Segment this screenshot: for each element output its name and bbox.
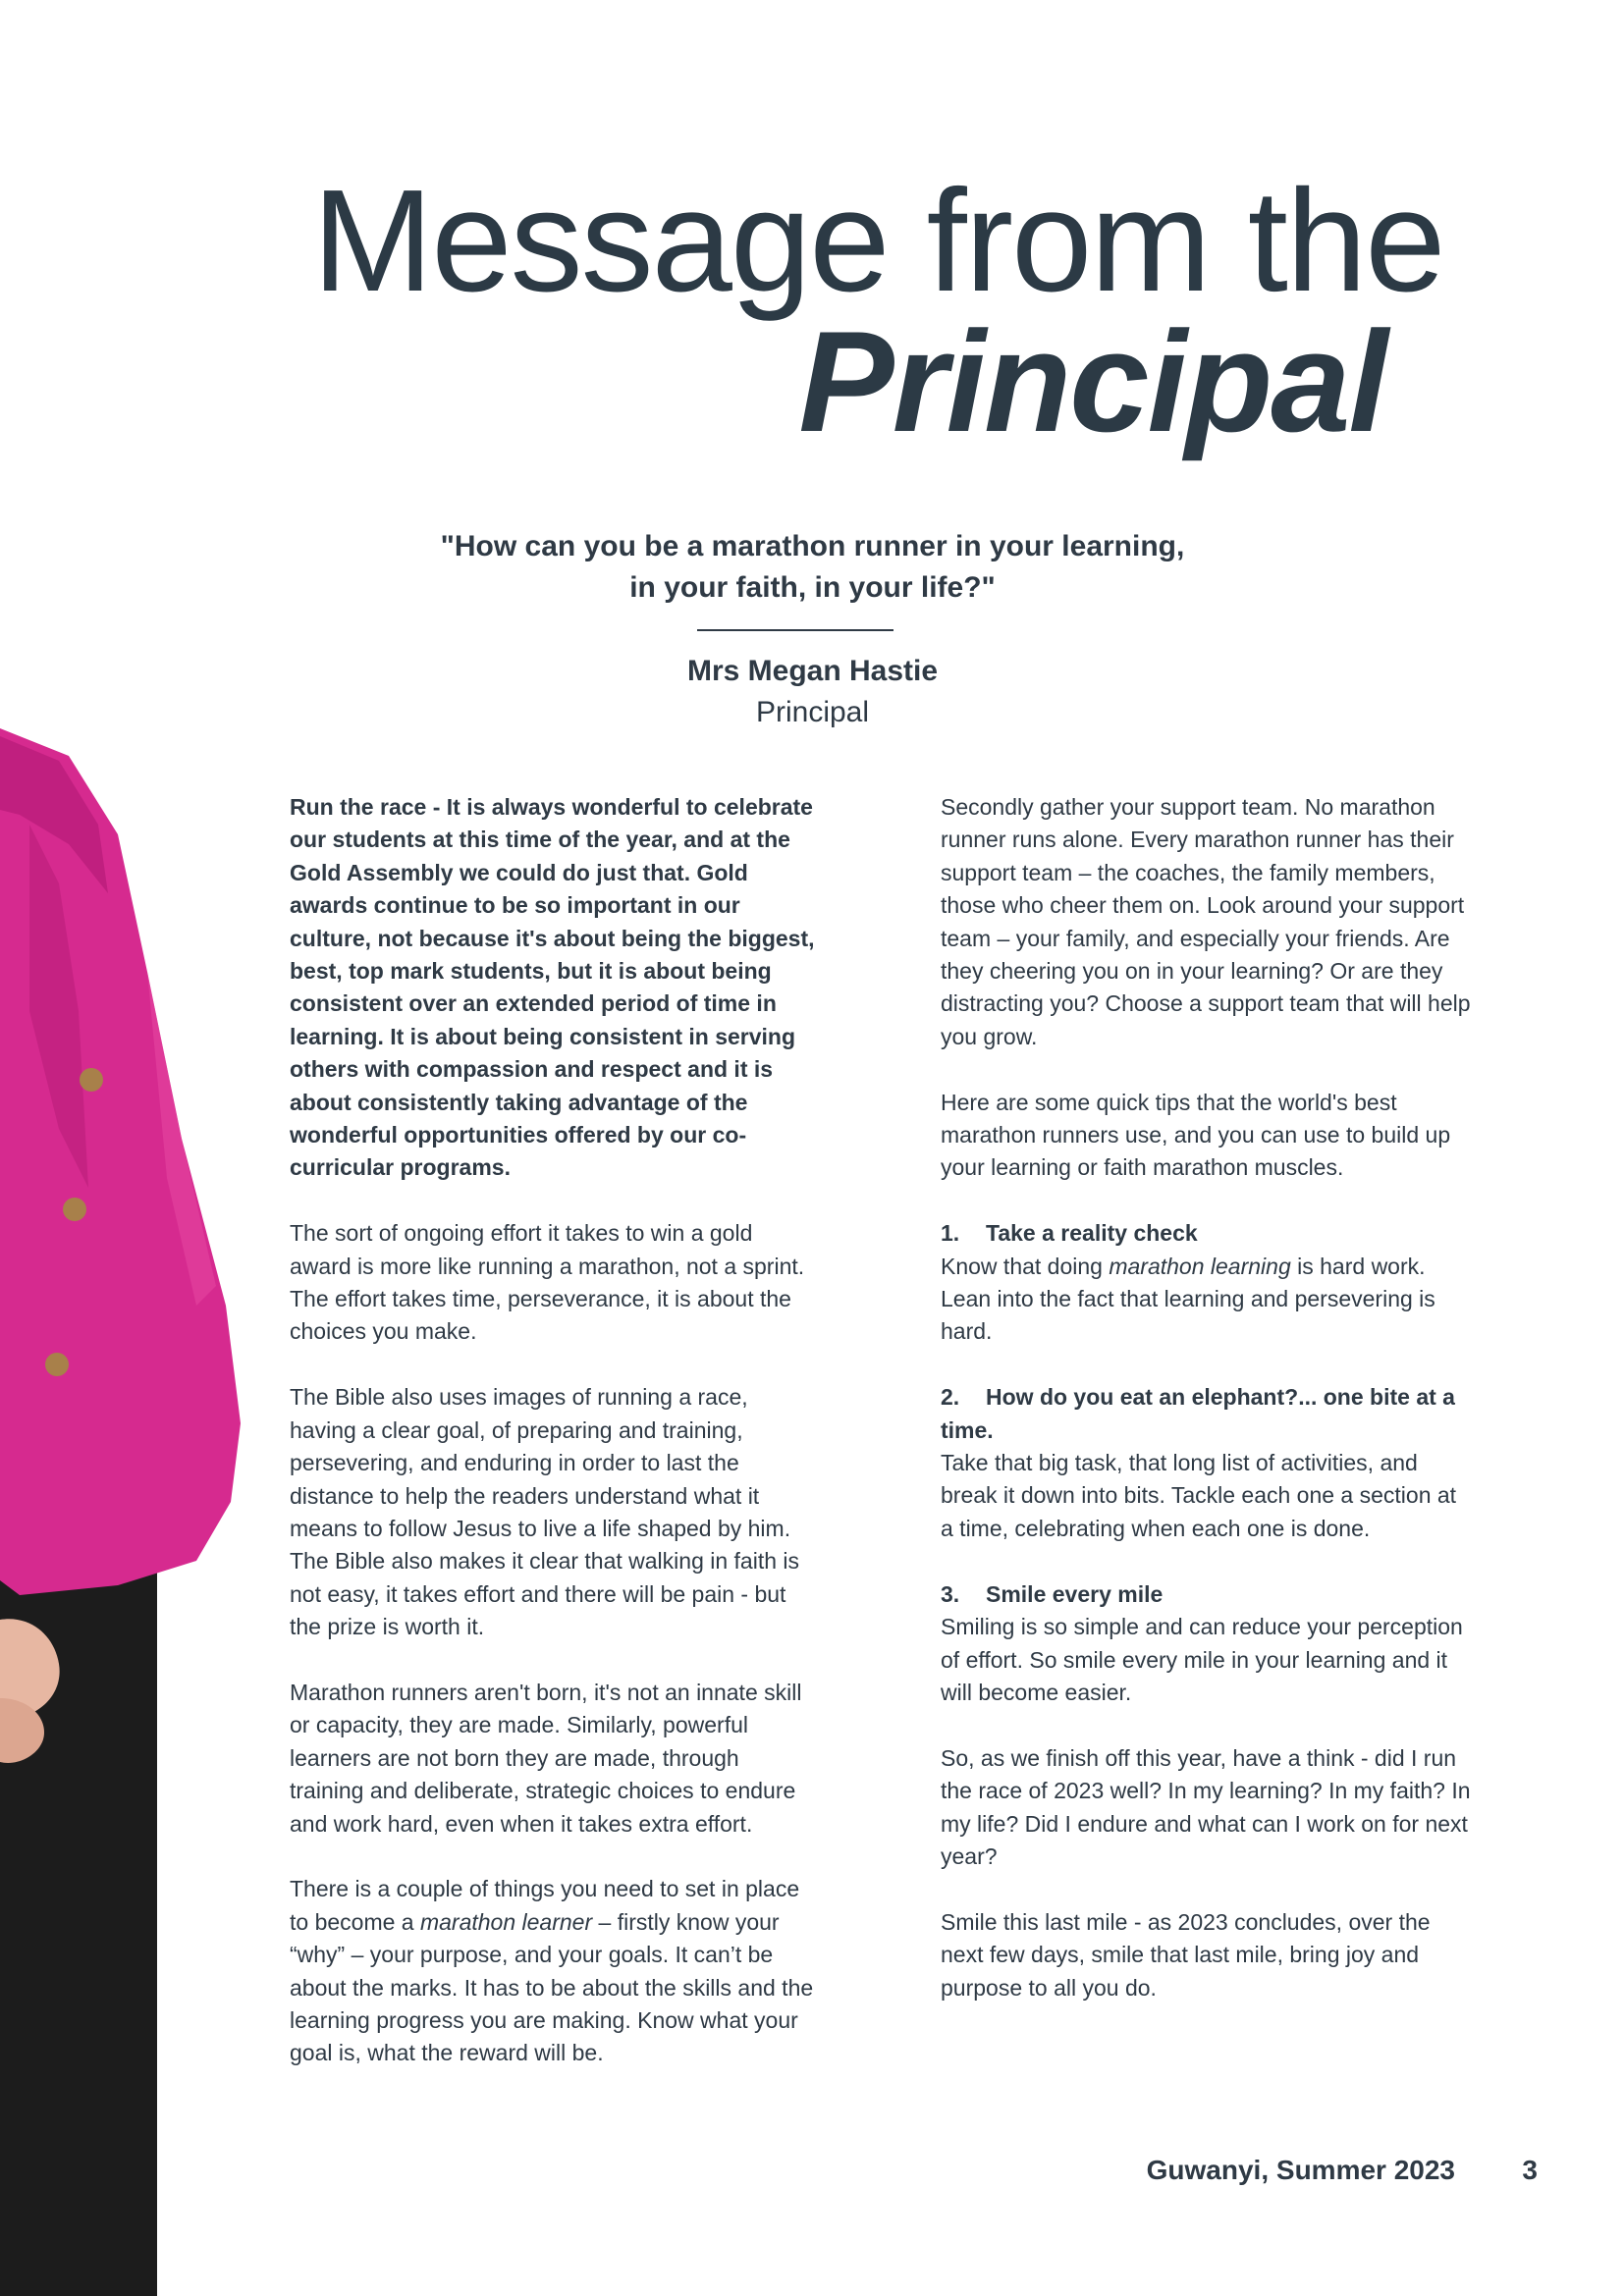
paragraph: The Bible also uses images of running a race, having a clear goal, of preparing and training, persevering, and enduring in order to last the distance to help the readers understand what it means to follow Jesus to live a life shaped by him. The Bible also makes it clear that walking in faith is not easy, it takes effort and there will be pain - but the prize is worth it.: [290, 1384, 800, 1640]
tip-number: 2.: [941, 1384, 960, 1411]
tip-title: Smile every mile: [986, 1580, 1164, 1607]
text-run: There is a couple of things you need to set in place to become a: [290, 1876, 800, 1935]
tip-item: [941, 1578, 1471, 1710]
paragraph: Smile this last mile - as 2023 concludes, over the next few days, smile that last mile, bring joy and purpose to all you do.: [941, 1908, 1431, 2001]
italic-run: marathon learner: [419, 1908, 593, 1935]
page-title-line1: Message from the: [312, 160, 1444, 322]
pull-quote-line1: "How can you be a marathon runner in your learning,: [440, 530, 1185, 562]
text-run: Take that big task, that long list of activities, and break it down into bits. Tackle each one a section at a time, celebrating when each one is done.: [941, 1450, 1457, 1541]
tip-item: [941, 1217, 1471, 1349]
tip-title: How do you eat an elephant?... one bite at a time.: [941, 1384, 1455, 1443]
tip-heading: [941, 1381, 1471, 1447]
principal-photo: [0, 717, 245, 2296]
pull-quote-line2: in your faith, in your life?": [629, 571, 996, 604]
text-run: – firstly know your “why” – your purpose, and your goals. It can’t be about the marks. It has to be about the skills and the learning progress you are making. Know what your goal is, what the reward will be.: [290, 1908, 814, 2066]
paragraph: Here are some quick tips that the world's best marathon runners use, and you can use to build up your learning or faith marathon muscles.: [941, 1089, 1451, 1181]
tip-item: [941, 1381, 1471, 1545]
paragraph: The sort of ongoing effort it takes to win a gold award is more like running a marathon, not a sprint. The effort takes time, perseverance, it is about the choices you make.: [290, 1220, 805, 1345]
tip-title: Take a reality check: [986, 1220, 1198, 1247]
paragraph: So, as we finish off this year, have a think - did I run the race of 2023 well? In my learning? In my faith? In my life? Did I endure and what can I work on for next year?: [941, 1744, 1471, 1869]
page-title-line2: Principal: [798, 301, 1386, 461]
pull-quote: [334, 526, 1291, 609]
italic-run: marathon learning: [1109, 1253, 1291, 1279]
intro-paragraph: Run the race - It is always wonderful to celebrate our students at this time of the year, and at the Gold Assembly we could do just that. Gold awards continue to be so important in our culture, not because it's about being the biggest, best, top mark students, but it is about being consistent over an extended period of time in learning. It is about being consistent in serving others with compassion and respect and it is about consistently taking advantage of the wonderful opportunities offered by our co-curricular programs.: [290, 794, 815, 1181]
text-run: is hard work. Lean into the fact that learning and persevering is hard.: [941, 1253, 1435, 1345]
page-number: 3: [1522, 2155, 1538, 2185]
paragraph: Marathon runners aren't born, it's not an innate skill or capacity, they are made. Similarly, powerful learners are not born they are made, through training and deliberate, strategic choices to endure and work hard, even when it takes extra effort.: [290, 1679, 802, 1837]
author-name: Mrs Megan Hastie: [686, 655, 939, 687]
tip-heading: [941, 1578, 1471, 1611]
paragraph: [290, 1873, 815, 2069]
left-column: [290, 791, 815, 2103]
right-column: [941, 791, 1471, 2037]
footer-publication: Guwanyi, Summer 2023: [1146, 2155, 1455, 2185]
tip-heading: [941, 1217, 1471, 1250]
tip-number: 3.: [941, 1580, 960, 1607]
text-run: Know that doing: [941, 1253, 1110, 1279]
author-role: Principal: [755, 696, 870, 728]
text-run: Smiling is so simple and can reduce your perception of effort. So smile every mile in your learning and it will become easier.: [941, 1614, 1463, 1705]
paragraph: Secondly gather your support team. No marathon runner runs alone. Every marathon runner has their support team – the coaches, the family members, those who cheer them on. Look around your support team – your family, and especially your friends. Are they cheering you on in your learning? Or are they distracting you? Choose a support team that will help you grow.: [941, 794, 1471, 1049]
divider: [697, 629, 893, 631]
tip-number: 1.: [941, 1220, 960, 1247]
